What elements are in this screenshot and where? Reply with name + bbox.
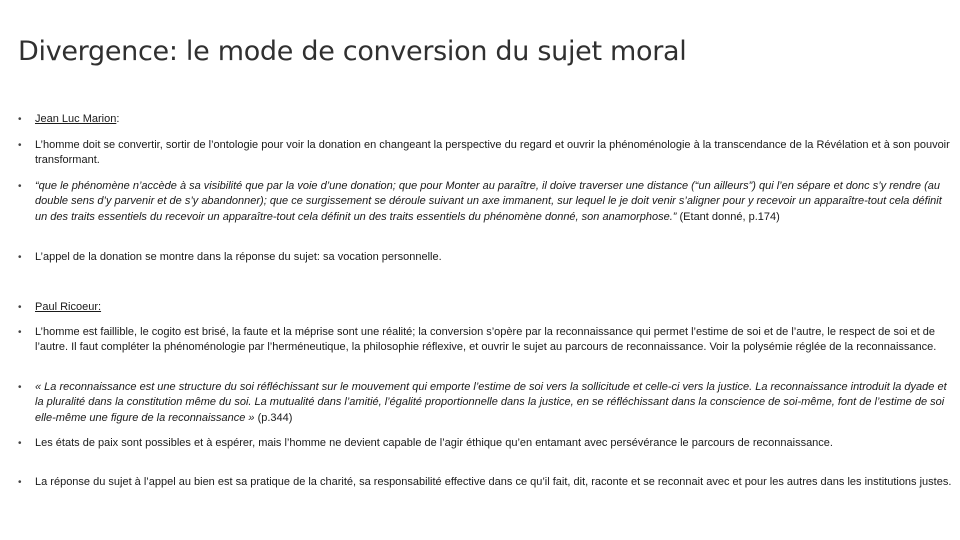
bullet-marker: • — [18, 438, 22, 449]
quote-text: « La reconnaissance est une structure du soi réfléchissant sur le mouvement qui emporte l’estime de soi vers la sollicitude et celle-ci vers la justice. La reconnaissance introduit la dyade et la pluralité dans la constitution même du soi. La mutualité dans l’amitié, l’égalité proportionnelle dans la justice, en se réfléchissant dans la conscience de soi-même, font de l’estime de soi elle-même une figure de la reconnaissance » — [35, 381, 947, 424]
citation: (Etant donné, p.174) — [676, 210, 780, 223]
bullet-marker: • — [18, 252, 22, 263]
bullet-text: La réponse du sujet à l’appel au bien est sa pratique de la charité, sa responsabilité effective dans ce qu’il fait, dit, raconte et se reconnait avec et pour les autres dans les institutions justes. — [35, 476, 952, 488]
bullet-marker: • — [18, 327, 22, 338]
bullet-text: L’appel de la donation se montre dans la réponse du sujet: sa vocation personnelle. — [35, 251, 442, 263]
bullet-marker: • — [18, 140, 22, 151]
bullet-item-faillible — [18, 325, 954, 356]
bullet-item-reponse — [18, 475, 954, 490]
bullet-marker: • — [18, 382, 22, 393]
citation: (p.344) — [254, 411, 293, 424]
bullet-item-paix — [18, 436, 954, 451]
slide-title: Divergence: le mode de conversion du sujet moral — [18, 36, 687, 67]
bullet-item-ricoeur-heading — [18, 300, 954, 315]
bullet-item-quote-marion — [18, 179, 954, 225]
author-name-ricoeur: Paul Ricoeur: — [35, 301, 102, 313]
bullet-item-marion-heading: • Jean Luc Marion: — [18, 112, 954, 127]
bullet-text: Les états de paix sont possibles et à espérer, mais l’homme ne devient capable de l’agir éthique qu’en entamant avec persévérance le parcours de reconnaissance. — [35, 437, 833, 449]
bullet-text: L’homme doit se convertir, sortir de l’ontologie pour voir la donation en changeant la perspective du regard et ouvrir la phénoménologie à la transcendance de la Révélation et à son pouvoir transformant. — [35, 139, 950, 167]
bullet-item-quote-ricoeur — [18, 380, 954, 426]
bullet-text: L’homme est faillible, le cogito est brisé, la faute et la méprise sont une réalité; la conversion s’opère par la reconnaissance qui permet l’estime de soi et de l’autre, le respect de soi et de l’autre. Il faut compléter la phénoménologie par l’herméneutique, la philosophie réflexive, et ouvrir le sujet au parcours de reconnaissance. Voir la polysémie réglée de la reconnaissance. — [35, 326, 937, 354]
bullet-marker: • — [18, 114, 22, 125]
quote-text: “que le phénomène n’accède à sa visibilité que par la voie d’une donation; que pour Monter au paraître, il doive traverser une distance (“un ailleurs”) qui l’en sépare et donc s’y rendre (au double sens d’y parvenir et de s’y abandonner); que ce surgissement se déroule suivant un axe immanent, sur lequel le je doit venir s’aligner pour y recevoir un apparaître-tout cela définit un des traits essentiels du recevoir un apparaître-tout cela définit un des traits essentiels du phénomène donné, son anamorphose.” — [35, 180, 942, 223]
bullet-marker: • — [18, 477, 22, 488]
bullet-item-appel — [18, 250, 954, 265]
bullet-marker: • — [18, 181, 22, 192]
author-name-marion: Jean Luc Marion — [35, 113, 117, 125]
bullet-item-conversion — [18, 138, 954, 169]
bullet-marker: • — [18, 302, 22, 313]
